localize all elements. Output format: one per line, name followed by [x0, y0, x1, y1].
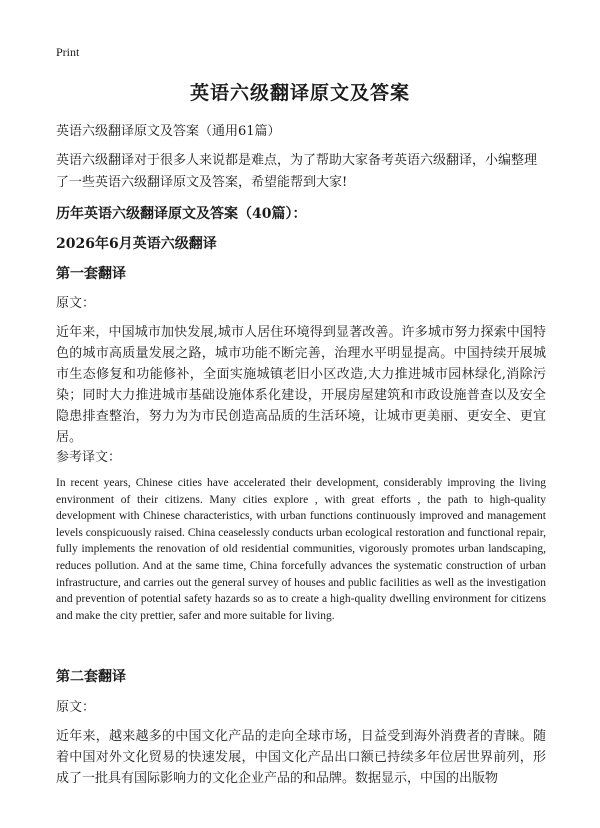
set2-heading: 第二套翻译 — [56, 669, 126, 685]
exam-heading: 2026年6月英语六级翻译 — [56, 236, 217, 252]
page-title: 英语六级翻译原文及答案 — [189, 82, 410, 104]
set1-reference-text: In recent years, Chinese cities have accelerated their development, considerably improving the living environment of their citizens. Many cities explore , with great efforts , the path to high-quality development with Chinese characteristics, with urban functions continuously improved and management levels conspicuously raised. China ceaselessly conducts urban ecological restoration and functional repair, fully implements the renovation of old residential communities, vigorously promotes urban landscaping, reduces pollution. And at the same time, China forcefully advances the systematic construction of urban infrastructure, and carries out the general survey of houses and public facilities as well as the investigation and prevention of potential safety hazards so as to create a high-quality dwelling environment for citizens and make the city prettier, safer and more suitable for living. — [56, 477, 546, 622]
set1-heading: 第一套翻译 — [56, 266, 126, 282]
set2-source-label: 原文： — [56, 700, 96, 715]
set2-source-text: 近年来，越来越多的中国文化产品的走向全球市场，日益受到海外消费者的青睐。随着中国对外文化贸易的快速发展，中国文化产品出口额已持续多年位居世界前列，形成了一批具有国际影响力的文化企业产品的和品牌。数据显示，中国的出版物 — [56, 729, 546, 786]
document-subtitle: 英语六级翻译原文及答案（通用61篇） — [56, 124, 281, 139]
set1-reference-label: 参考译文： — [56, 450, 122, 465]
print-label[interactable]: Print — [56, 45, 80, 59]
section-heading: 历年英语六级翻译原文及答案（40篇）： — [56, 206, 307, 222]
intro-paragraph: 英语六级翻译对于很多人来说都是难点，为了帮助大家备考英语六级翻译，小编整理了一些英语六级翻译原文及答案，希望能帮到大家! — [56, 153, 538, 190]
set1-source-text: 近年来，中国城市加快发展,城市人居住环境得到显著改善。许多城市努力探索中国特色的城市高质量发展之路，城市功能不断完善，治理水平明显提高。中国持续开展城市生态修复和功能修补，全面实施城镇老旧小区改造,大力推进城市园林绿化,消除污染；同时大力推进城市基础设施体系化建设，开展房屋建筑和市政设施普查以及安全隐患排查整治，努力为为市民创造高品质的生活环境，让城市更美丽、更安全、更宜居。 — [56, 325, 546, 445]
set1-source-label: 原文： — [56, 296, 96, 311]
